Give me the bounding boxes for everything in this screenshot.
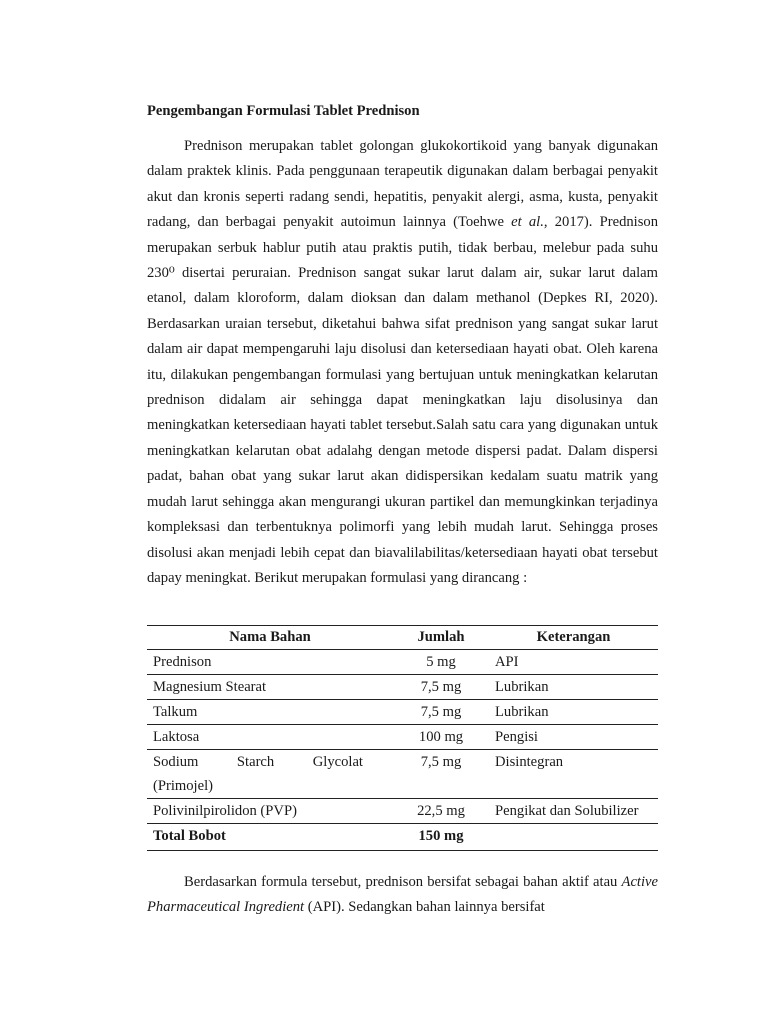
paragraph-intro-text-2: , 2017). Prednison merupakan serbuk hablur putih atau praktis putih, tidak berbau, melebur pada suhu 230⁰ disertai peruraian. Prednison sangat sukar larut dalam air, sukar larut dalam etanol, dalam kloroform, dalam dioksan dan dalam methanol (Depkes RI, 2020). Berdasarkan uraian tersebut, diketahui bahwa sifat prednison yang sangat sukar larut dalam air dapat mempengaruhi laju disolusi dan ketersediaan hayati obat. Oleh karena itu, dilakukan pengembangan formulasi yang bertujuan untuk meningkatkan kelarutan prednison didalam air sehingga dapat meningkatkan laju disolusinya dan meningkatkan ketersediaan hayati tablet tersebut.Salah satu cara yang digunakan untuk meningkatkan kelarutan obat adalahg dengan metode dispersi padat. Dalam dispersi padat, bahan obat yang sukar larut akan didispersikan kedalam suatu matrik yang mudah larut sehingga akan mengurangi ukuran partikel dan memungkinkan terjadinya kompleksasi dan terbentuknya polimorfi yang lebih mudah larut. Sehingga proses disolusi akan menjadi lebih cepat dan biavalilabilitas/ketersediaan hayati obat tersebut dapay meningkat. Berikut merupakan formulasi yang dirancang : (147, 214, 658, 586)
paragraph-formula-text-1: Berdasarkan formula tersebut, prednison bersifat sebagai bahan aktif atau (184, 874, 622, 890)
table-row (147, 750, 658, 799)
cell-amount: 5 mg (393, 650, 489, 675)
header-jumlah: Jumlah (393, 626, 489, 650)
paragraph-formula-text-2: (API). Sedangkan bahan lainnya bersifat (304, 899, 545, 916)
table-row (147, 725, 658, 750)
formulation-table (147, 625, 658, 851)
paragraph-intro (147, 134, 658, 591)
document-title: Pengembangan Formulasi Tablet Prednison (147, 103, 420, 119)
paragraph-intro-italic: et al. (511, 214, 544, 231)
paragraph-formula-italic: Active Pharmaceutical Ingredient (147, 874, 658, 916)
cell-note: API (489, 650, 658, 675)
header-keterangan: Keterangan (489, 626, 658, 650)
cell-note: Pengisi (489, 725, 658, 750)
cell-amount: 22,5 mg (393, 799, 489, 824)
cell-amount: 7,5 mg (393, 700, 489, 725)
cell-name: Talkum (147, 700, 393, 725)
cell-amount: 7,5 mg (393, 750, 489, 799)
table-row (147, 650, 658, 675)
cell-amount: 100 mg (393, 725, 489, 750)
header-nama-bahan: Nama Bahan (147, 626, 393, 650)
total-label: Total Bobot (147, 824, 393, 851)
table-total-row (147, 824, 658, 851)
paragraph-intro-text-1: Prednison merupakan tablet golongan glukokortikoid yang banyak digunakan dalam praktek klinis. Pada penggunaan terapeutik digunakan dalam berbagai penyakit akut dan kronis seperti radang sendi, hepatitis, penyakit alergi, asma, kusta, penyakit radang, dan berbagai penyakit autoimun lainnya (Toehwe (147, 138, 658, 231)
table-row (147, 675, 658, 700)
cell-amount: 7,5 mg (393, 675, 489, 700)
cell-name-line1 (153, 750, 393, 774)
cell-name-word: Starch (236, 754, 275, 770)
total-note (489, 824, 658, 851)
table-row (147, 700, 658, 725)
cell-note: Pengikat dan Solubilizer (489, 799, 658, 824)
cell-name (147, 750, 393, 799)
cell-note: Disintegran (489, 750, 658, 799)
cell-name: Polivinilpirolidon (PVP) (147, 799, 393, 824)
total-amount: 150 mg (393, 824, 489, 851)
cell-name-line2: (Primojel) (153, 778, 213, 794)
cell-name-word: Sodium (153, 754, 199, 770)
paragraph-formula (147, 870, 658, 921)
cell-name: Magnesium Stearat (147, 675, 393, 700)
table-header-row (147, 626, 658, 650)
cell-note: Lubrikan (489, 675, 658, 700)
table-row (147, 799, 658, 824)
cell-note: Lubrikan (489, 700, 658, 725)
cell-name: Prednison (147, 650, 393, 675)
cell-name-word: Glycolat (312, 754, 363, 770)
cell-name: Laktosa (147, 725, 393, 750)
